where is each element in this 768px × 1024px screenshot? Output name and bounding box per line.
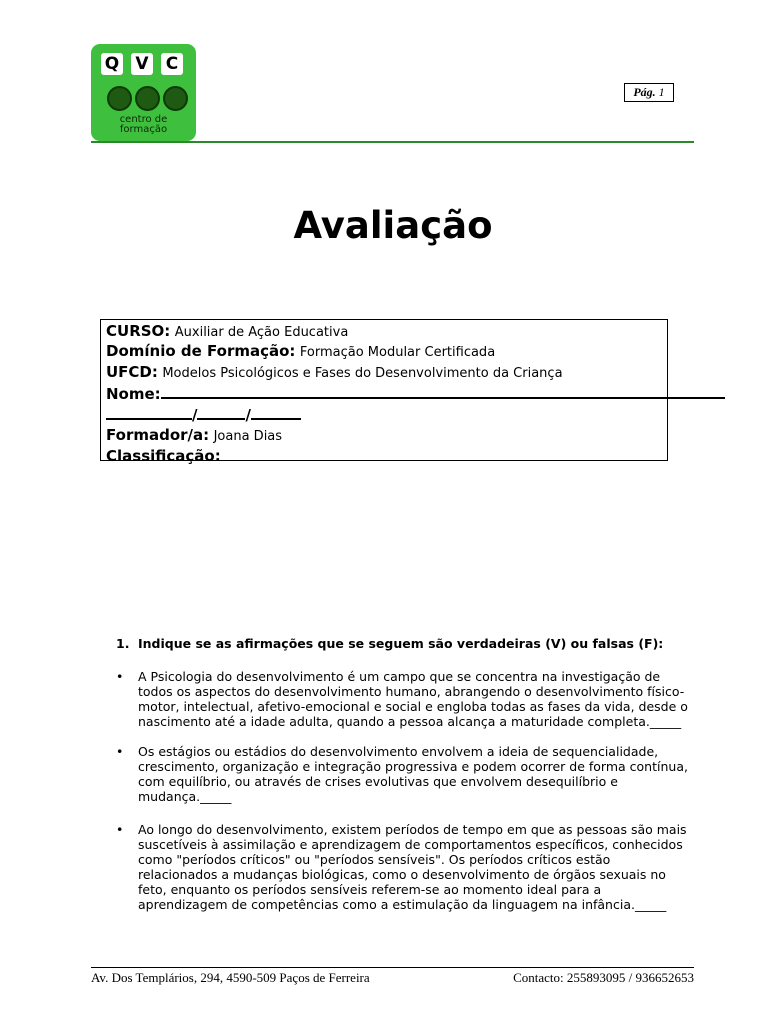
dominio-line xyxy=(106,341,495,363)
page-number: 1 xyxy=(658,85,665,99)
bullet-icon: • xyxy=(116,822,124,837)
ufcd-label: UFCD: xyxy=(106,363,158,381)
footer-contact: Contacto: 255893095 / 936652653 xyxy=(513,970,694,985)
logo-circles xyxy=(107,86,188,111)
question-number: 1. xyxy=(116,636,130,651)
statement-item xyxy=(116,822,693,912)
question-1-heading xyxy=(116,636,696,651)
classificacao-label: Classificação: xyxy=(106,447,221,465)
page-number-box xyxy=(624,83,674,102)
qvc-logo xyxy=(91,44,196,141)
formador-line xyxy=(106,425,282,447)
logo-letter-c: C xyxy=(161,53,183,75)
logo-circle xyxy=(135,86,160,111)
logo-tagline-line-2: formação xyxy=(119,124,168,135)
logo-circle xyxy=(163,86,188,111)
date-separator: / xyxy=(192,406,198,424)
questions-section xyxy=(116,636,696,912)
bullet-icon: • xyxy=(116,669,124,684)
statement-text: Ao longo do desenvolvimento, existem períodos de tempo em que as pessoas são mais suscetíveis à assimilação e aprendizagem de comportamentos específicos, conhecidos como "períodos críticos" ou "períodos sensíveis". Os períodos críticos estão relacionados a mudanças biológicas, como o desenvolvimento de órgãos sexuais no feto, enquanto os períodos sensíveis referem-se ao momento ideal para a aprendizagem de competências como a estimulação da linguagem na infância._____ xyxy=(138,822,687,912)
bullet-icon: • xyxy=(116,744,124,759)
curso-line xyxy=(106,321,348,343)
page-label: Pág. xyxy=(633,85,656,99)
document-title: Avaliação xyxy=(293,204,493,247)
curso-value: Auxiliar de Ação Educativa xyxy=(174,325,349,340)
date-separator: / xyxy=(245,406,251,424)
nome-label: Nome: xyxy=(106,385,161,403)
formador-label: Formador/a: xyxy=(106,426,210,444)
logo-circle xyxy=(107,86,132,111)
date-year-field[interactable] xyxy=(251,404,301,420)
logo-letter-q: Q xyxy=(101,53,123,75)
date-month-field[interactable] xyxy=(197,404,245,420)
logo-tagline-line-1: centro de xyxy=(119,114,168,125)
nome-line xyxy=(106,383,725,405)
logo-letters xyxy=(101,53,183,75)
ufcd-line xyxy=(106,362,563,384)
footer-divider xyxy=(91,967,694,968)
statement-item xyxy=(116,744,693,804)
ufcd-value: Modelos Psicológicos e Fases do Desenvolvimento da Criança xyxy=(162,366,563,381)
formador-value: Joana Dias xyxy=(213,429,283,444)
dominio-label: Domínio de Formação: xyxy=(106,342,296,360)
footer-address: Av. Dos Templários, 294, 4590-509 Paços de Ferreira xyxy=(91,970,370,985)
header-divider xyxy=(91,141,694,143)
dominio-value: Formação Modular Certificada xyxy=(299,345,496,360)
question-text: Indique se as afirmações que se seguem são verdadeiras (V) ou falsas (F): xyxy=(138,636,664,651)
statement-text: Os estágios ou estádios do desenvolvimento envolvem a ideia de sequencialidade, crescimento, organização e integração progressiva e podem ocorrer de forma contínua, com equilíbrio, ou através de crises evolutivas que envolvem desequilíbrio e mudança._____ xyxy=(138,744,688,804)
classificacao-line xyxy=(106,446,367,467)
statement-item xyxy=(116,669,693,729)
logo-letter-v: V xyxy=(131,53,153,75)
date-day-field[interactable] xyxy=(106,404,192,420)
logo-tagline xyxy=(91,115,196,135)
curso-label: CURSO: xyxy=(106,322,171,340)
classificacao-field[interactable] xyxy=(221,446,367,461)
date-line xyxy=(106,404,301,426)
statement-text: A Psicologia do desenvolvimento é um campo que se concentra na investigação de todos os aspectos do desenvolvimento humano, abrangendo o desenvolvimento físico-motor, intelectual, afetivo-emocional e social e engloba todas as fases da vida, desde o nascimento até a idade adulta, quando a pessoa alcança a maturidade completa._____ xyxy=(138,669,688,729)
nome-field[interactable] xyxy=(161,383,725,399)
